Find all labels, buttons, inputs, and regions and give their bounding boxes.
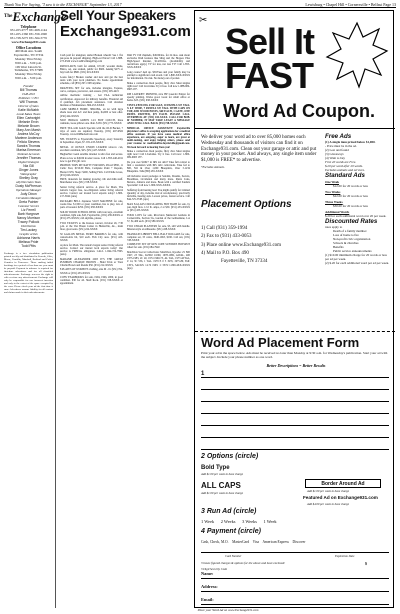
form-instructions: Print your ad in the space below. Ads must be received no later than Monday at 9:30 a.m. for Wednesday's publication. Start your ad with the subject. Include your phone number as one word.	[201, 351, 388, 359]
classified-ad: MAX 8-GLASS CIRCULATING HOT BATH for sale, by pan, high flow. 1/12 lb. amps, 2 at $50. (931) 433-XXXX or (931) 433-XXXX	[127, 202, 190, 213]
classified-ad: Senior living referral service. A place for Mom. The nation's largest free, no-obligation senior living referral service. Contact our trusted local experts today! 1-800-217-3942 (auto)	[60, 186, 123, 199]
sell-it-fast-headline: Sell It FAST	[225, 21, 315, 96]
classified-ad: RIP LASERJET PRINTER, nice HP LaserJet Printer for speedy printing. Works good. Great for small office or home. $25. (931) 638-XXXX	[127, 92, 190, 102]
classified-ad: 50 GALLON METAL BURN BARRELS for sale, with custom-able lid, $10 each. Fish City area. (931) 425-XXXX	[60, 232, 123, 242]
pay-amex[interactable]: American Express	[262, 540, 289, 544]
ad-text-line[interactable]	[201, 443, 389, 450]
placement-online[interactable]: 3) Place online www.Exchange931.com	[201, 242, 282, 248]
founder-label: Founder	[23, 83, 34, 88]
classified-ad: Airline mechanic training - Get FAA technician certification. Approved for military benefits. Financial aid if qualified. Job placement assistance. Call Aviation Institute of Maintenance. 866-453-XXXX	[60, 94, 123, 107]
classified-ad: 14x80 MOBILE HOME, 3BR/2BA, on lot with large shade trees and A/C and heat pump, $4,000 or best offer. (256) 424-XXXX	[60, 108, 123, 118]
classified-ad: DRAFTING SET for sale, includes triangles, Tsquare, curve, compass, protractor, and erasers. (931) 205-4415	[60, 86, 123, 93]
classified-ad: TWO CEDAR PLANTERS for sale, $5, still with bundle. Mission style on silhouette. (931) 438-XXXX	[127, 224, 190, 231]
banner-website[interactable]: Exchange931.com	[60, 23, 191, 40]
scissors-icon: ✂	[199, 15, 208, 26]
classified-ad: METAL 10 OUNCE UNION LEADER tobacco can, excellent condition, $25. (931) 427-XXXX	[60, 145, 123, 152]
classified-ad: Long course? And up. $50/Tues and your family may be entitled to significant cash award. Call 1-800-XXX-XXXX for information. No risk. No money out of pocket.	[127, 71, 190, 81]
placement-call[interactable]: 1) Call (931) 359-1994	[201, 226, 248, 231]
vinyl-fencing-ad: VINYL FENCING FOR SALE, 10 PANELS 9.8' TALL X 6.5' WIDE, 7 PANELS 9.8' TALL WITH CAPS ON TOP, AND WOOD POSTS, $60 EACH, 1 GATE, ONE PANEL PAINTED, $75 EACH. PLEASE CALL OVERHECK AT: (931) 434-XXXX. CALL FOR BOB. IF NUMBER, IT MAY TAKE LEAST A MESSAGE AND I WILL CALL BACK (931) 728-XXXX	[127, 103, 190, 126]
pay-cash[interactable]: Cash, Check, M.O.	[201, 540, 229, 544]
ad-text-line[interactable]	[201, 395, 389, 402]
sell-speakers-banner	[60, 8, 194, 52]
founder-years: 1948-2010	[22, 91, 35, 96]
classified-ad: All inclusive resort packages at Sandals, Dreams, Secrets, Breathless, Occidental and many more. Punta Cana, Mexico, Jamaica and more. Book with a certified Sandals Specialist! Call now 1-800-XXX-XXXX.	[127, 175, 190, 188]
ad-text-line[interactable]	[201, 407, 389, 414]
medical-office-ad: MEDICAL OFFICE ASSISTANT: Fayetteville physician's office is accepting applications for a medical office assistant. If you have some medical office experience, are outgoing, eager to learn, are great at multi-tasking, and enjoy helping others, please send your resume to: medicaloffice.fayetteville@gmail.com. We look forward to hearing from you!	[127, 126, 190, 149]
pay-discover[interactable]: Discover	[292, 540, 306, 544]
payment-heading: 4 Payment (circle)	[201, 528, 261, 535]
cut-line	[195, 331, 395, 332]
masthead-column: $^{The}$Exchange Telephone 931-455-9777 931-968-1144 931-455-1360 931-359-1990 931-728-3275 931-364-5776 www.Exchange931.com Office Locations 400 Main Ave. South Fayetteville, TN 37334 Monday Thru Friday 8:00 a.m. - 5:00 p.m. 109 West Lincoln St. Tullahoma, TN 37388 Monday Thru Friday 8:00 a.m. - 5:00 p.m. Founder Bill Thomas 1948-2010 Publisher / CEO Will Thomas Director of Sales Katie McNabb Local Sales Team Ellen Cartwright Melanie Ervin Melanie Brown Mary Ann Marsh Andrea McCoy Marlene Anderson Felicia Stevens Sandra Thomas Marisa Emerson National Accounts Jennifer Thomas Digital Strategist Nia Gill Ginger Jones Videographer Shelley Gray ally/bbm Sales Team Dusty McPherson Operations Manager Judy Dixon Circulation Manager Greta Painter Customer Service Liz Ferrell Barb Hargrove Nancy Morrison Tracey Pollock Distribution Tim Lackey Graphic artists Adrianna Harris Melissa Pride Todd Pitts Exchange is a free circulation publication printed weekly and distributed in Lincoln, Giles, Moore, Franklin, Marshall, Bedford and Coffee Counties in Tennessee. Those making initial bookings for a period of less than one year must be prepaid. Payment in advance is required for first-time advertisers and for all classified advertisements. Exchange reserves the right to edit or refuse any advertisement. Exchange will only be responsible for one incorrect insertion and only to the extent of the space occupied by the error. Please check your ad the first time it runs. Advertisers assume liability for all content and claims made in their advertisements.	[4, 10, 56, 608]
coupon-header	[195, 11, 395, 129]
classified-ad: Make a connection. Real people, flirty chat. Meet singles right now! Call LiveLinks. Try it free. Call now: 1-800-909-9905 18+.	[127, 150, 190, 160]
run-1-week-alt[interactable]: 1 Week	[263, 519, 277, 524]
offices-heading: Office Locations	[15, 46, 42, 51]
classified-ad: PATIO/LAWN, built for Amish, 10'x10', wooden shade, Bistro, set, one stained, public for $600. Asking $275 or buy both for $800. (931) 619-XXXX	[60, 64, 123, 75]
classified-ad: PROBOX TOPS MT RATTT FOR KIDS, Priced $850, 11 Cubic Feet, $150.00 Bids, Complete Paint + Repairs, Hosted 1976, Sleep: $200, Selling Firm. Call Eddie Gross, (931) 626-XXXX	[60, 164, 123, 177]
options-heading: 2 Options (circle)	[201, 453, 259, 460]
form-tip: Better Descriptions = Better Results	[266, 363, 326, 368]
classified-ad: Suffering from hearing loss! You might qualify for Limited Quantity of day, in-home trial of revolutionary, practically invisible, hearing aids. Lowest prices, fastest service. Call 844-725-3538. (ups)	[127, 189, 190, 202]
ad-rates-box: Free Ads (1) A single item priced below $1,000. - Price must be in the ad. (2) Lost and found (3) Giveaways (4) Want to buy First 20 words are Free. $.20 per word after 20 words. Excludes animals and services. Standard Ads One Week $12.00 for 20 words or less Two Weeks $22.00 for 20 words or less Three Weeks $30.00 for 20 words or less Additional Words $.20 for each additional word over 20 per week. Discounted Rates rates apply to Death of a family member Loss of home to fire Non-profit civic organization Schools & churches Benefits Public service announcements (1) $10.00 minimum charge for 20 words or less per ad per week. (2) $.20 for each additional word per ad per week.	[325, 133, 389, 265]
classifieds-column-2	[127, 54, 190, 608]
classified-ad: NFL TICKETS to Fayetteville Speedway, every Saturday in September. Open, $7. 931-433-XXXX	[60, 137, 123, 144]
classified-ad: FRANKLIN LIBERTY BELL HALF DOLLARS for sale, complete set, 35 coins, 1948-1963, $190. Call Art, (931) 728-XXXX	[127, 232, 190, 242]
pay-mastercard[interactable]: MasterCard	[232, 540, 250, 544]
classified-ad: Make a connection. Real people, flirty chat. Meet singles right now! Call LiveLinks. Try it free. Call now 1-888-909-9905 18+.	[127, 81, 191, 92]
word-ad-coupon: ✂ Sell It FAST Word Ad Coupon. We deliver your word ad to over 85,000 homes each Wednesday and thousands of visitors can find it on Exchange931.com. Clean out your garage or attic and put money in your pocket. And always, any single item under $1,000 is FREE* to advertise. *Excludes Animals. Placement Options 1) Call (931) 359-1994 2) Fax to (931) 433-0053 3) Place online www.Exchange931.com 4) Mail to P.O. Box 490 Fayetteville, TN 37334 Free Ads (1) A single item priced below $1,000. - Price must be in the ad. (2) Lost and found (3) Giveaways (4) Want to buy First 20 words are Free. $.20 per word after 20 words. Excludes animals and services. Standard Ads One Week $12.00 for 20 words or less Two Weeks $22.00 for 20 words or less Three Weeks $30.00 for 20 words or less Additional Words $.20 for each additional word over 20 per week. Discounted Rates rates apply to Death of a family member Loss of home to fire Non-profit civic organization Schools & churches Benefits Public service announcements (1) $10.00 minimum charge for 20 words or less per ad per week. (2) $.20 for each additional word per ad per week. Word Ad Placement Form Print your ad in the space below. Ads must be received no later than Monday at 9:30 a.m. for Wednesday's publication. Start your ad with the subject. Include your phone number as one word. Better Descriptions = Better Results 1 2 Options (circle) Bold Type Add $1.00 per week to base charge ALL CAPS Add $1.00 per week to base charge Border Around Ad Add $1.00 per week to base charge Featured Ad on Exchange931.com Add $4.00 per week to base charge 3 Run Ad (circle) 1 Week 2 Weeks 3 Weeks 1 Week 4 Payment (circle) Cash, Check, M.O. MasterCard Visa American Express Discover Card Number Expiration Date 3 boxes figured charges & options for the above and have enclosed: $ Name: Address: Email: 3 Digit Security Code	[194, 10, 394, 608]
classified-ad: SOLID WOOD SCHOOL DESK with iron legs, excellent condition, light oak, $45, Fayetteville, (931) 438-XXXX or (931) 475-XXXX; call anytime, please.	[60, 210, 123, 221]
page-footer: Place your Word Ad on www.Exchange931.com	[197, 608, 259, 612]
classified-ad: Matchbox Soccer Collections: Matchbox, Kyosho: Z1 800 1967, 23 TAL, KZ002 11060, 1978-1982, ALTAL, 400 1975-1983, 2C 40, 1974 1960-73, AL TAL, 1973 ATTAL, Z 14, 3C 556, 1 TAL. 1979 E 0 5 1976, 1975-80, Full: CSFL, SACKS: 14.72 1965: 1: 3X72 1-800-4XX-XXXX (ups)	[127, 251, 190, 270]
classified-ad: FREE, materials for making growing crib and milk stuff. Manchester area. (931) 728-XXXX	[60, 178, 123, 185]
header-tagline: Thank You For Saying, "I saw it in the EXCHANGE" September 13, 2017	[4, 2, 122, 7]
run-3-weeks[interactable]: 3 Weeks	[242, 519, 257, 524]
payment-options	[201, 540, 391, 544]
banner-headline: Sell Your Speakers	[60, 8, 176, 23]
header-towns: Lewisburg • Chapel Hill • Cornersville • Belfast Page 13	[305, 2, 396, 7]
classified-ad: FOUR LOTS for sale, Riverview Memorial Gardens in Cornersville, Section 5A, Garden of the Gethsemane, Lot 57, $1,400 each. (931) 580-XXXX	[127, 213, 190, 224]
staff-list: Katie McNabb Local Sales Team Ellen Cartwright Melanie Ervin Melanie Brown Mary Ann Marsh Andrea McCoy Marlene Anderson Felicia Stevens Sandra Thomas Marisa Emerson	[15, 107, 42, 152]
pay-visa[interactable]: Visa	[252, 540, 260, 544]
classified-ad: Dish TV 190 channels, $49.99/mo. for 24 mos. Ask about exclusive Dish features like Sling and the Hopper. Plus High-Speed Internet, $14.95/mo. (Availability and restrictions apply.) TV for less, not less TV! Call 1-855-XXX-XXXX	[127, 54, 190, 70]
word-ad-coupon-label: Word Ad Coupon.	[223, 101, 375, 121]
phone-list: 931-455-9777 931-968-1144 931-455-1360 931-359-1990 931-728-3275 931-364-5776	[10, 28, 47, 40]
publisher-name: Will Thomas	[19, 99, 38, 104]
classified-ad: CCHS YEARBOOKS for sale, 1994, 1996, 2000, in good condition. $30 for all. Shell Rock. (931) 728-XXXX or appointment.	[60, 276, 123, 286]
placement-heading: Placement Options	[201, 199, 292, 210]
classified-ad: NICE BRIGGS GREEN 14.5 BOY COUCH, three cushions, loose pillows one chair. $150. (931) 775-XXXX	[60, 119, 123, 126]
classified-ad: Looks fancy! Broken washer and new and got the best deals with your local plumbers. No hassle appointment schedule, call (855) 297-1508 anytime.	[60, 75, 123, 85]
placement-options: 1) Call (931) 359-1994 2) Fax to (931) 433-0053 3) Place online www.Exchange931.com 4) Mail to P.O. Box 490 Fayetteville, TN 37334	[201, 225, 325, 264]
name-field[interactable]: Name:	[201, 571, 389, 579]
director-label: Director of Sales	[18, 103, 39, 108]
classified-ad: FREE TEA with Lunch Specials with the OLD Bucket, 7 days of seats are required. Tuesday, (931) 467-9502 Tuesday. www.OldBucketCafe.com	[60, 127, 123, 137]
classified-ad: A place for Mom. The nation's largest senior living referral service. Contact our trusted local experts today! Our service is FREE/no obligation. CALL 1-844-722-7993. (auto)	[60, 243, 123, 256]
option-all-caps[interactable]: ALL CAPS	[201, 481, 241, 490]
telephone-label: Telephone	[20, 25, 37, 29]
ad-text-line[interactable]	[201, 383, 389, 390]
address-field[interactable]: Address:	[201, 584, 389, 592]
run-1-week[interactable]: 1 Week	[201, 519, 215, 524]
office-list: 400 Main Ave. South Fayetteville, TN 37334 Monday Thru Friday 8:00 a.m. - 5:00 p.m. 109 West Lincoln St. Tullahoma, TN 37388 Monday Thru Friday 8:00 a.m. - 5:00 p.m.	[13, 49, 44, 80]
option-border-ad[interactable]: Border Around Ad	[305, 479, 381, 488]
classified-ad: TWO TICKETS to the Kansas concert, October 26, 7:30 p.m. at the Von Braun Center in Huntsville, AL., main floor, great seats. (931) 224-XXXX	[60, 221, 123, 231]
option-featured-ad[interactable]: Featured Ad on Exchange931.com	[303, 495, 378, 500]
card-number-field[interactable]	[201, 545, 389, 553]
classified-ad: MADAME ALEXANDER 2003 IT'S THE GREAT PUMPKIN CHARLIE BROWN - Hand Trick or Treat Charlie Brown and friends $50. (931) 212-XXXX	[60, 257, 123, 267]
classified-ad: 8 PLATES OF WOMEN'S clothing, size M - D. (931) 704-XXXX or (931) 433-XXXX	[60, 268, 123, 275]
ad-text-line[interactable]	[201, 419, 389, 426]
classified-ad: PACKARD BELL Japanese SLOT MACHINE for sale, works fine. $1,500 or great condition, has to play, lots of parts all around. $250. (931) 638-XXXX	[60, 200, 123, 210]
starburst-icon	[325, 21, 389, 93]
coupon-intro: We deliver your word ad to over 85,000 homes each Wednesday and thousands of visitors can find it on Exchange931.com. Clean out your garage or attic and put money in your pocket. And always, any single item under $1,000 is FREE* to advertise. *Excludes Animals.	[201, 135, 317, 169]
classified-ad: HughesNet: Gen4 satellite internet is ultra fast and secure. Plans as low as $49.99 in select areas. Call 1-855-440-4911 now to get $50 gift card.	[60, 153, 123, 163]
publisher-label: Publisher / CEO	[18, 95, 39, 100]
placement-mail: 4) Mail to P.O. Box 490	[201, 251, 249, 257]
option-bold-type[interactable]: Bold Type	[201, 465, 230, 471]
ad-text-line-1[interactable]: 1	[201, 371, 389, 378]
run-ad-heading: 3 Run Ad (circle)	[201, 508, 257, 515]
founder-name: Bill Thomas	[19, 87, 38, 92]
classified-ad: Do you owe $10K+ in IRS tax debt? Take full control to find a resolution with IRS debt collections. Take fed to 800, NO & Over 1,000 Blueprints, Over 3-1234 Blueprints. Talk (800) 281-XXXX	[127, 161, 190, 174]
run-2-weeks[interactable]: 2 Weeks	[220, 519, 236, 524]
placement-fax[interactable]: 2) Fax to (931) 433-0053	[201, 234, 252, 240]
email-field[interactable]: Email:	[201, 597, 389, 605]
classifieds-column-1	[60, 54, 123, 608]
exchange-logo: $^{The}$Exchange	[4, 9, 67, 24]
ad-text-line[interactable]	[201, 431, 389, 438]
run-options	[201, 519, 391, 524]
classified-ad: Cash paid for unsigned, unded Broken wheels! See 1 flat pur-pose & prepaid shipping. High-est Prices! Call 1-888-273-0326 www.CashForImageEng.com	[60, 54, 123, 64]
publisher-fine-print: Exchange is a free circulation publication printed weekly and distributed in Lincoln, Giles, Moore, Franklin, Marshall, Bedford and Coffee Counties in Tennessee. Those making initial bookings for a period of less than one year must be prepaid. Payment in advance is required for first-time advertisers and for all classified advertisements. Exchange reserves the right to edit or refuse any advertisement. Exchange will only be responsible for one incorrect insertion and only to the extent of the space occupied by the error. Please check your ad the first time it runs. Advertisers assume liability for all content and claims made in their advertisements.	[4, 251, 53, 294]
classified-ad: COMPLETE SET OF KEN COPE SUNTREE HOTSPOT wheel for sale. (931) 684-7940	[127, 243, 190, 250]
website-link[interactable]: www.Exchange931.com	[11, 40, 46, 45]
form-heading: Word Ad Placement Form	[201, 335, 360, 350]
